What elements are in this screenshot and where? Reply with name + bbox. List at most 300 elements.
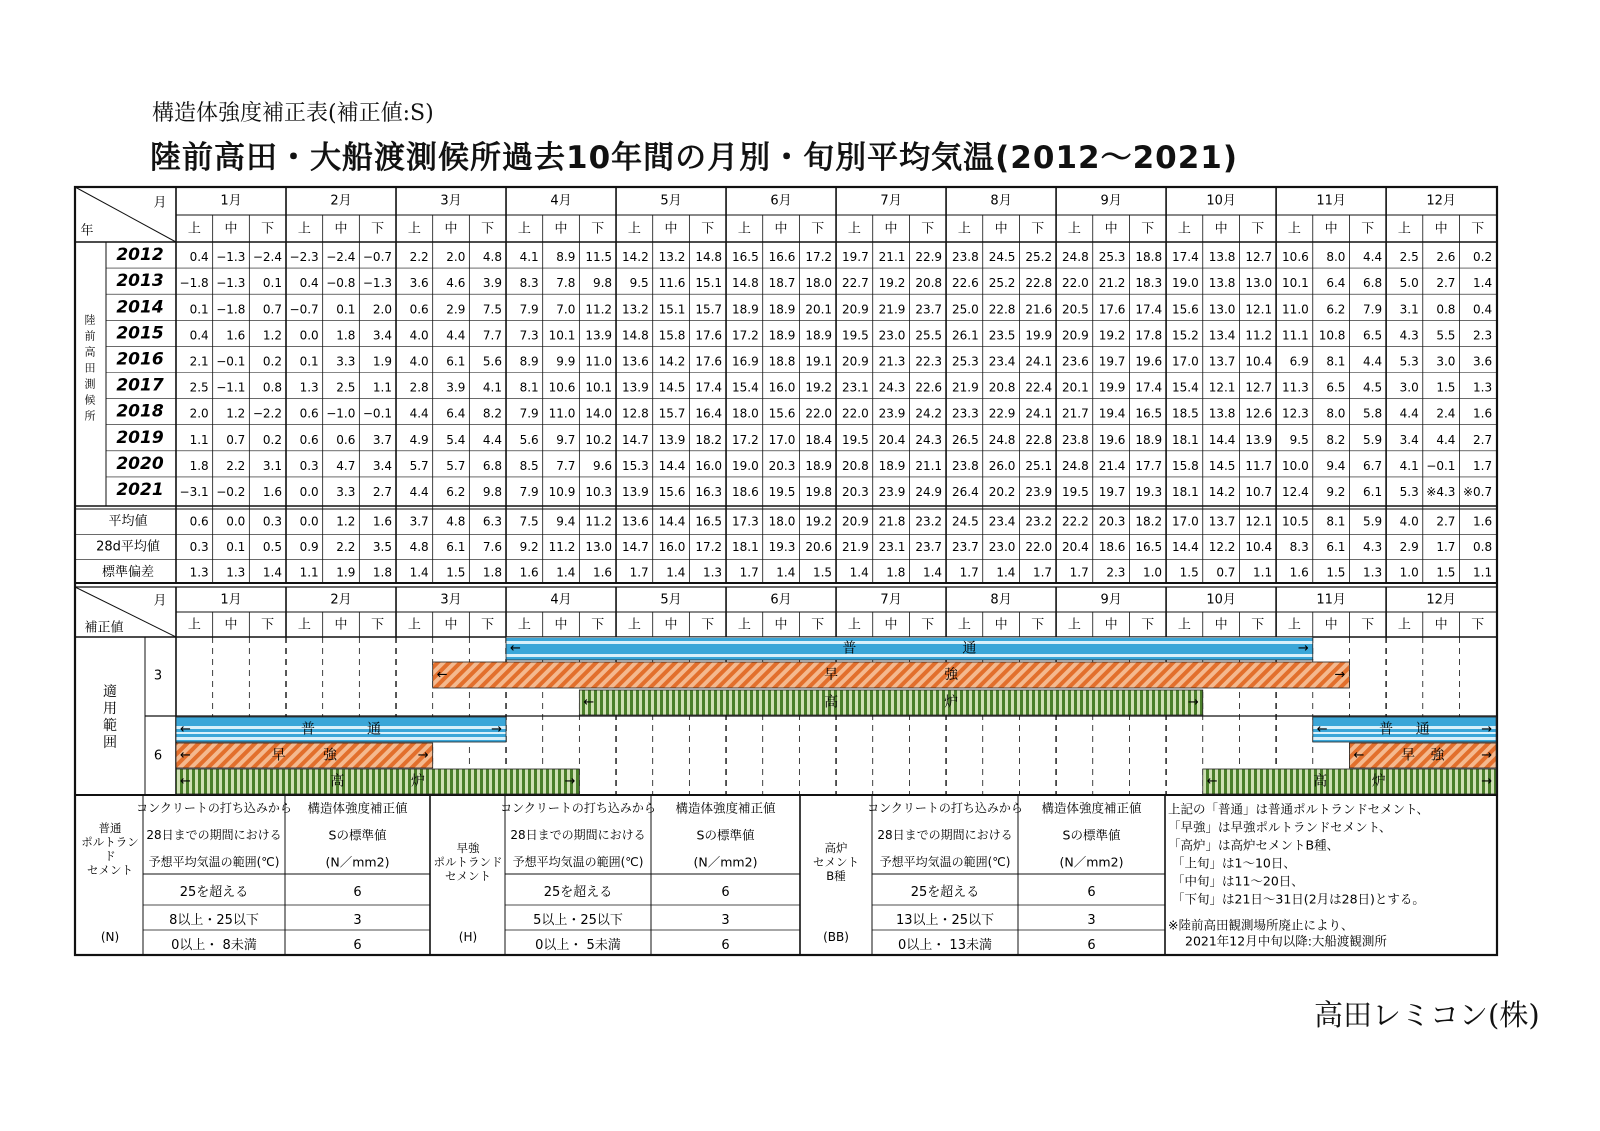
temp-value: 2.9 <box>446 302 466 317</box>
bar-koro-3 <box>579 690 1202 715</box>
bar-futsu-3 <box>506 637 1313 660</box>
period-label: 上 <box>1067 617 1081 633</box>
stat-value: 2.7 <box>1436 514 1456 529</box>
temp-value: 12.8 <box>621 406 649 421</box>
temp-value: 20.2 <box>988 484 1016 499</box>
temp-value: 16.3 <box>695 484 723 499</box>
stat-value: 0.1 <box>226 539 246 554</box>
arrow-right-icon: → <box>1481 748 1493 763</box>
stat-value: 0.0 <box>299 514 319 529</box>
stat-value: 0.7 <box>1216 565 1236 580</box>
temp-value: 25.3 <box>952 354 979 369</box>
month-label: 4月 <box>550 193 572 209</box>
period-label: 下 <box>481 221 495 237</box>
temp-value: ※0.7 <box>1462 484 1493 499</box>
arrow-left-icon: ← <box>1353 748 1365 763</box>
temp-value: 9.8 <box>482 484 503 499</box>
temp-value: 24.9 <box>915 484 943 499</box>
arrow-right-icon: → <box>1481 722 1493 737</box>
temp-value: 6.5 <box>1326 380 1346 395</box>
bar-label: 強 <box>323 747 338 764</box>
temp-value: 13.7 <box>1208 354 1236 369</box>
cement-name: 高炉 <box>824 841 848 855</box>
temp-value: −0.7 <box>289 302 319 317</box>
arrow-left-icon: ← <box>1206 774 1218 789</box>
temp-value: 20.9 <box>842 354 869 369</box>
stat-value: 1.4 <box>666 565 686 580</box>
temp-value: 23.8 <box>952 250 979 265</box>
period-label: 上 <box>517 617 531 633</box>
period-label: 上 <box>957 617 971 633</box>
temp-value: 16.0 <box>695 458 723 473</box>
temp-value: 4.4 <box>409 484 429 499</box>
temp-value: 19.5 <box>768 484 796 499</box>
stat-value: 23.7 <box>952 539 979 554</box>
temp-value: 3.4 <box>1399 432 1419 447</box>
bar-label: 高 <box>330 773 345 790</box>
column-header: 28日までの期間における <box>877 828 1013 842</box>
hosei-header: 補正値 <box>84 620 124 636</box>
column-header: 28日までの期間における <box>510 828 646 842</box>
month-label: 2月 <box>330 592 352 608</box>
column-header: Sの標準値 <box>328 827 387 843</box>
temp-value: 17.4 <box>695 380 723 395</box>
temp-value: 9.4 <box>1326 458 1346 473</box>
month-label: 3月 <box>440 193 462 209</box>
temp-value: 16.0 <box>768 380 796 395</box>
temp-value: 21.2 <box>1098 276 1126 291</box>
temp-value: 0.1 <box>262 276 283 291</box>
temp-value: 5.0 <box>1399 276 1419 291</box>
temp-value: −0.2 <box>216 484 246 499</box>
stat-value: 1.7 <box>1069 565 1089 580</box>
temp-value: 12.6 <box>1245 406 1273 421</box>
temp-value: 10.6 <box>548 380 576 395</box>
temp-value: 6.4 <box>1326 276 1346 291</box>
bar-label: 普 <box>301 721 316 738</box>
stat-value: 8.1 <box>1326 514 1346 529</box>
temp-value: 10.0 <box>1282 458 1309 473</box>
month-label: 6月 <box>770 592 792 608</box>
temp-value: 0.8 <box>262 380 283 395</box>
column-header: Sの標準値 <box>1062 827 1121 843</box>
temp-value: 4.3 <box>1399 328 1419 343</box>
period-label: 中 <box>1104 221 1118 237</box>
temp-value: 17.2 <box>805 250 833 265</box>
period-label: 下 <box>1471 221 1485 237</box>
stat-value: 14.7 <box>621 539 649 554</box>
temp-value: 2.2 <box>409 250 429 265</box>
temp-value: 19.9 <box>1098 380 1126 395</box>
temp-value: 10.7 <box>1245 484 1273 499</box>
temp-value: 12.4 <box>1282 484 1309 499</box>
column-header: 構造体強度補正値 <box>1041 800 1142 816</box>
stat-value: 1.5 <box>1179 565 1199 580</box>
stat-value: 1.3 <box>226 565 246 580</box>
station-char: 候 <box>84 393 96 407</box>
temp-value: 8.5 <box>519 458 539 473</box>
temp-value: 4.4 <box>1436 432 1456 447</box>
stat-value: 8.3 <box>1289 539 1309 554</box>
period-label: 上 <box>957 221 971 237</box>
bar-label: 炉 <box>411 773 426 790</box>
stat-value: 1.0 <box>1142 565 1163 580</box>
temp-value: 6.8 <box>1363 276 1383 291</box>
temp-value: 24.2 <box>915 406 943 421</box>
temp-value: 13.0 <box>1208 302 1236 317</box>
stat-value: 6.1 <box>446 539 466 554</box>
temp-value: −1.8 <box>216 302 246 317</box>
stat-value: 16.5 <box>1135 539 1163 554</box>
temp-value: 23.9 <box>878 484 906 499</box>
year-label: 2016 <box>116 349 164 370</box>
temp-value: 0.0 <box>299 328 319 343</box>
temp-value: 4.4 <box>482 432 503 447</box>
stat-value: 6.1 <box>1326 539 1346 554</box>
period-label: 中 <box>1214 221 1228 237</box>
stat-value: 10.4 <box>1245 539 1273 554</box>
column-header: コンクリートの打ち込みから <box>867 801 1023 815</box>
year-label: 2019 <box>116 427 164 448</box>
temp-value: 2.7 <box>372 484 393 499</box>
temp-value: 14.8 <box>695 250 723 265</box>
stat-value: 1.7 <box>629 565 649 580</box>
temp-value: 2.5 <box>1399 250 1419 265</box>
stat-value: 1.4 <box>849 565 869 580</box>
value-cell: 3 <box>1087 913 1096 928</box>
temp-value: −0.1 <box>362 406 393 421</box>
period-label: 中 <box>884 221 898 237</box>
temp-value: 20.3 <box>842 484 869 499</box>
temp-value: 2.8 <box>409 380 429 395</box>
stat-value: 1.8 <box>886 565 906 580</box>
temp-value: 14.2 <box>621 250 649 265</box>
period-label: 下 <box>591 221 605 237</box>
temp-value: 1.5 <box>1436 380 1456 395</box>
temp-value: 4.9 <box>409 432 429 447</box>
month-label: 10月 <box>1206 592 1236 608</box>
value-cell: 6 <box>1087 885 1096 900</box>
temp-value: 12.1 <box>1208 380 1236 395</box>
temp-value: 11.0 <box>1282 302 1309 317</box>
value-cell: 6 <box>353 885 362 900</box>
temp-value: 4.4 <box>1363 250 1383 265</box>
temp-value: 19.7 <box>842 250 869 265</box>
temp-value: −2.2 <box>252 406 283 421</box>
sub-title: 構造体強度補正表(補正値:S) <box>152 101 434 126</box>
temp-value: 3.0 <box>1399 380 1419 395</box>
temp-value: 23.8 <box>1062 432 1089 447</box>
bar-sokyo-6-late <box>1349 743 1496 768</box>
range-cell: 25を超える <box>910 885 980 900</box>
period-label: 上 <box>187 617 201 633</box>
cement-name: セメント <box>87 863 133 877</box>
temp-value: 0.7 <box>262 302 283 317</box>
temp-value: 9.9 <box>556 354 576 369</box>
temp-value: 21.6 <box>1025 302 1053 317</box>
stat-value: 1.1 <box>299 565 319 580</box>
temp-value: 2.4 <box>1436 406 1456 421</box>
month-label: 9月 <box>1100 193 1122 209</box>
period-label: 上 <box>407 617 421 633</box>
stat-value: 1.1 <box>1473 565 1493 580</box>
note-line: ※陸前高田観測場所廃止により、 <box>1168 917 1354 933</box>
temp-value: 15.4 <box>1172 380 1199 395</box>
stat-value: 16.0 <box>658 539 686 554</box>
temp-value: 14.8 <box>621 328 649 343</box>
temp-value: 19.6 <box>1098 432 1126 447</box>
temp-value: 15.1 <box>658 302 686 317</box>
temp-value: 18.4 <box>805 432 833 447</box>
bar-label: 通 <box>1415 721 1430 738</box>
stat-value: 20.9 <box>842 514 869 529</box>
temp-value: 5.3 <box>1399 354 1419 369</box>
temp-value: 21.3 <box>878 354 906 369</box>
temp-value: 7.0 <box>556 302 576 317</box>
temp-value: 0.0 <box>299 484 319 499</box>
stat-value: 12.2 <box>1208 539 1236 554</box>
temp-value: 25.3 <box>1098 250 1126 265</box>
temp-value: 19.6 <box>1135 354 1163 369</box>
column-header: 構造体強度補正値 <box>675 800 776 816</box>
stat-value: 0.5 <box>262 539 283 554</box>
month-label: 1月 <box>220 193 242 209</box>
value-cell: 6 <box>353 938 362 953</box>
period-label: 上 <box>1067 221 1081 237</box>
year-header: 年 <box>80 223 94 239</box>
month-label: 3月 <box>440 592 462 608</box>
temp-value: 11.7 <box>1245 458 1273 473</box>
temp-value: 14.8 <box>732 276 759 291</box>
period-label: 上 <box>847 221 861 237</box>
temp-value: 1.1 <box>372 380 393 395</box>
stat-value: 14.4 <box>658 514 686 529</box>
temp-value: 7.9 <box>519 406 539 421</box>
period-label: 下 <box>701 617 715 633</box>
temp-value: 0.6 <box>409 302 429 317</box>
temp-value: 3.3 <box>336 354 356 369</box>
temp-value: 16.4 <box>695 406 723 421</box>
arrow-right-icon: → <box>491 722 503 737</box>
cement-name: ポルトラン <box>81 835 139 849</box>
arrow-left-icon: ← <box>180 722 191 737</box>
temp-value: 3.9 <box>482 276 503 291</box>
bar-label: 普 <box>842 640 857 657</box>
temp-value: 23.4 <box>988 354 1016 369</box>
temp-value: 18.1 <box>1172 484 1199 499</box>
temp-value: 5.7 <box>409 458 429 473</box>
temp-value: 21.7 <box>1062 406 1089 421</box>
temp-value: 24.5 <box>988 250 1016 265</box>
period-label: 上 <box>1397 617 1411 633</box>
temp-value: 7.8 <box>556 276 576 291</box>
temp-value: 18.8 <box>768 354 796 369</box>
period-label: 上 <box>737 617 751 633</box>
stat-value: 20.6 <box>805 539 833 554</box>
month-label: 12月 <box>1426 193 1456 209</box>
station-char: 所 <box>84 409 96 423</box>
stat-value: 18.1 <box>732 539 759 554</box>
temp-value: 7.7 <box>482 328 503 343</box>
temp-value: −0.1 <box>1426 458 1456 473</box>
temp-value: 23.9 <box>1025 484 1053 499</box>
temp-value: 1.8 <box>189 458 209 473</box>
temp-value: 4.4 <box>1363 354 1383 369</box>
temp-value: 17.0 <box>768 432 796 447</box>
temp-value: 15.6 <box>658 484 686 499</box>
temp-value: 6.8 <box>482 458 503 473</box>
column-header: Sの標準値 <box>696 827 755 843</box>
temp-value: 25.5 <box>915 328 943 343</box>
stat-value: 13.0 <box>585 539 613 554</box>
column-header: コンクリートの打ち込みから <box>500 801 656 815</box>
temp-value: 2.0 <box>372 302 393 317</box>
stat-value: 1.4 <box>996 565 1016 580</box>
temp-value: 25.2 <box>1025 250 1053 265</box>
temp-value: 3.6 <box>1473 354 1493 369</box>
cement-code: (BB) <box>823 930 849 944</box>
temp-value: 16.5 <box>1135 406 1163 421</box>
cement-name: ド <box>104 849 116 863</box>
stat-value: 4.8 <box>409 539 429 554</box>
temp-value: 19.1 <box>805 354 833 369</box>
temp-value: 0.4 <box>299 276 319 291</box>
temp-value: 18.9 <box>768 302 796 317</box>
temp-value: 19.0 <box>732 458 759 473</box>
temp-value: 0.2 <box>262 354 283 369</box>
month-header: 月 <box>153 593 167 609</box>
temp-value: 18.9 <box>805 328 833 343</box>
temp-value: 23.7 <box>915 302 943 317</box>
stat-value: 7.5 <box>519 514 539 529</box>
cement-name: 早強 <box>456 841 480 855</box>
temp-value: 20.9 <box>842 302 869 317</box>
temp-value: 9.5 <box>629 276 649 291</box>
temp-value: −0.7 <box>362 250 393 265</box>
stat-value: 19.3 <box>768 539 796 554</box>
temp-value: 23.0 <box>878 328 906 343</box>
temp-value: 24.8 <box>1062 250 1089 265</box>
temp-value: 4.1 <box>1399 458 1419 473</box>
period-label: 上 <box>297 617 311 633</box>
temp-value: 22.4 <box>1025 380 1053 395</box>
note-line: 「上旬」は1～10日、 <box>1172 855 1296 871</box>
period-label: 下 <box>1361 617 1375 633</box>
stat-value: 1.6 <box>1289 565 1309 580</box>
arrow-right-icon: → <box>1297 641 1309 656</box>
temp-value: 9.2 <box>1326 484 1346 499</box>
temp-value: 4.6 <box>446 276 466 291</box>
period-label: 下 <box>591 617 605 633</box>
stat-value: 13.7 <box>1208 514 1236 529</box>
stat-value: 20.3 <box>1098 514 1126 529</box>
temp-value: 0.1 <box>189 302 209 317</box>
temp-value: 1.2 <box>226 406 246 421</box>
column-header: (N／mm2) <box>693 854 758 870</box>
temp-value: 6.2 <box>1326 302 1346 317</box>
range-cell: 25を超える <box>543 885 613 900</box>
stat-value: 23.4 <box>988 514 1016 529</box>
temp-value: −3.1 <box>179 484 209 499</box>
cement-name: セメント <box>813 855 859 869</box>
stat-label: 28d平均値 <box>96 539 160 555</box>
temp-value: 1.7 <box>1473 458 1493 473</box>
temp-value: 22.8 <box>988 302 1016 317</box>
stat-value: 20.4 <box>1062 539 1089 554</box>
temp-value: 18.9 <box>878 458 906 473</box>
temp-value: 1.6 <box>226 328 246 343</box>
temp-value: 18.3 <box>1135 276 1163 291</box>
month-label: 2月 <box>330 193 352 209</box>
temp-value: 11.5 <box>585 250 613 265</box>
bar-futsu-6-late <box>1313 717 1496 742</box>
temp-value: 6.1 <box>1363 484 1383 499</box>
temp-value: 7.9 <box>1363 302 1383 317</box>
temp-value: 26.0 <box>988 458 1016 473</box>
stat-value: 2.3 <box>1106 565 1126 580</box>
temp-value: 0.1 <box>336 302 356 317</box>
temp-value: 22.7 <box>842 276 869 291</box>
value-cell: 6 <box>1087 938 1096 953</box>
temp-value: 8.1 <box>519 380 539 395</box>
stat-value: 1.8 <box>372 565 393 580</box>
temp-value: 9.8 <box>592 276 613 291</box>
stat-value: 6.3 <box>482 514 503 529</box>
period-label: 下 <box>701 221 715 237</box>
temp-value: 3.9 <box>446 380 466 395</box>
arrow-left-icon: ← <box>180 748 191 763</box>
stat-label: 平均値 <box>108 514 148 530</box>
stat-value: 1.6 <box>592 565 613 580</box>
temp-value: 20.9 <box>1062 328 1089 343</box>
temp-value: 19.7 <box>1098 354 1126 369</box>
temp-value: 10.6 <box>1282 250 1309 265</box>
stat-value: 1.4 <box>776 565 796 580</box>
period-label: 中 <box>224 617 238 633</box>
range-cell: 25を超える <box>179 885 249 900</box>
temp-value: 12.7 <box>1245 380 1273 395</box>
temp-value: −2.4 <box>252 250 283 265</box>
stat-value: 3.5 <box>372 539 393 554</box>
cement-code: (N) <box>100 930 120 944</box>
stat-value: 1.0 <box>1399 565 1419 580</box>
temp-value: 6.9 <box>1289 354 1309 369</box>
month-label: 10月 <box>1206 193 1236 209</box>
period-label: 中 <box>444 617 458 633</box>
period-label: 中 <box>444 221 458 237</box>
station-char: 高 <box>84 345 96 359</box>
temp-value: −2.3 <box>289 250 319 265</box>
period-label: 中 <box>664 221 678 237</box>
temp-value: 4.4 <box>446 328 466 343</box>
period-label: 上 <box>737 221 751 237</box>
temp-value: 0.4 <box>189 250 209 265</box>
bar-label: 強 <box>1430 747 1445 764</box>
temp-value: 1.6 <box>1473 406 1493 421</box>
temp-value: 1.8 <box>336 328 356 343</box>
month-label: 9月 <box>1100 592 1122 608</box>
temp-value: 23.9 <box>878 406 906 421</box>
period-label: 下 <box>1031 617 1045 633</box>
stat-value: 1.2 <box>336 514 356 529</box>
stat-label: 標準偏差 <box>101 564 155 580</box>
stat-value: 11.2 <box>585 514 613 529</box>
period-label: 上 <box>517 221 531 237</box>
temp-value: 19.5 <box>1062 484 1089 499</box>
stat-value: 1.7 <box>959 565 979 580</box>
period-label: 下 <box>371 617 385 633</box>
temp-value: 15.2 <box>1172 328 1199 343</box>
